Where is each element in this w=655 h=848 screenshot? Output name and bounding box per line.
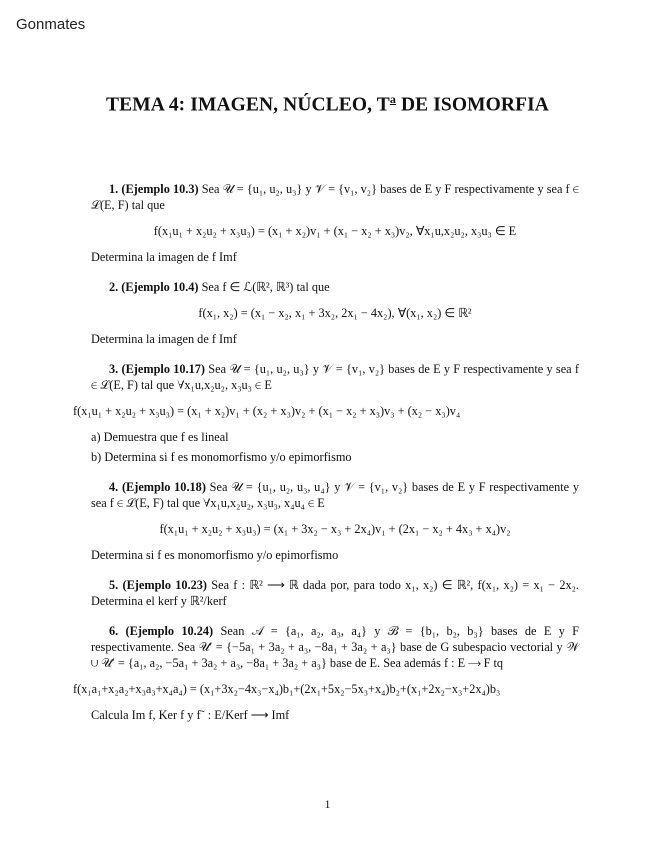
- exercise-2-task: Determina la imagen de f Imf: [91, 332, 237, 346]
- exercise-2-equation: f(x₁, x₂) = (x₁ − x₂, x₁ + 3x₂, 2x₁ − 4x₂), ∀(x₁, x₂) ∈ ℝ²: [198, 306, 472, 320]
- exercise-4-label: 4. (Ejemplo 10.18): [109, 480, 206, 494]
- exercise-1-intro: [91, 181, 579, 213]
- exercise-4-intro: [91, 479, 579, 511]
- exercise-3-item-b: b) Determina si f es monomorfismo y/o epimorfismo: [91, 450, 352, 464]
- exercise-3-equation: f(x₁u₁ + x₂u₂ + x₃u₃) = (x₁ + x₂)v₁ + (x₂ + x₃)v₂ + (x₁ − x₂ + x₃)v₃ + (x₂ − x₃)v₄: [73, 404, 461, 418]
- exercise-6-text: Sean 𝒜 = {a₁, a₂, a₃, a₄} y ℬ = {b₁, b₂, b₃} bases de E y F respectivamente. Sea 𝒰′ = {−5a₁ + 3a₂ + a₃, −8a₁ + 3a₂ + a₃} base de G subespacio vectorial y 𝒲 ∪ 𝒰′ = {a₁, a₂, −5a₁ + 3a₂ + a₃, −8a₁ + 3a₂ + a₃} base de E. Sea además f : E ⟶ F tq: [91, 624, 580, 670]
- exercise-3-text: Sea 𝒰 = {u₁, u₂, u₃} y 𝒱 = {v₁, v₂} bases de E y F respectivamente y sea f ∈ ℒ(E, F) tal que ∀x₁u,x₂u₂, x₃u₃ ∈ E: [91, 362, 579, 392]
- exercise-3-item-a: a) Demuestra que f es lineal: [91, 430, 229, 444]
- exercise-1-equation: f(x₁u₁ + x₂u₂ + x₃u₃) = (x₁ + x₂)v₁ + (x₁ − x₂ + x₃)v₂, ∀x₁u,x₂u₂, x₃u₃ ∈ E: [153, 224, 517, 238]
- exercise-5-intro: [91, 577, 579, 609]
- exercise-1-task: Determina la imagen de f Imf: [91, 250, 237, 264]
- exercise-list: [73, 181, 580, 723]
- header-brand: Gonmates: [16, 16, 86, 33]
- exercise-2-label: 2. (Ejemplo 10.4): [109, 280, 199, 294]
- exercise-1-label: 1. (Ejemplo 10.3): [109, 182, 199, 196]
- title-superscript: a: [389, 92, 396, 106]
- exercise-5-label: 5. (Ejemplo 10.23): [109, 578, 208, 592]
- exercise-3-label: 3. (Ejemplo 10.17): [109, 362, 206, 376]
- exercise-5-text: Sea f : ℝ² ⟶ ℝ dada por, para todo x₁, x₂) ∈ ℝ², f(x₁, x₂) = x₁ − 2x₂. Determina el kerf y ℝ²/kerf: [91, 578, 579, 608]
- exercise-6-task: Calcula Im f, Ker f y f˜ : E/Kerf ⟶ Imf: [91, 708, 290, 722]
- exercise-4-text: Sea 𝒰 = {u₁, u₂, u₃, u₄} y 𝒱 = {v₁, v₂} bases de E y F respectivamente y sea f ∈ ℒ(E, F) tal que ∀x₁u,x₂u₂, x₃u₃, x₄u₄ ∈ E: [91, 480, 580, 510]
- exercise-6-label: 6. (Ejemplo 10.24): [109, 624, 214, 638]
- page-title: [0, 92, 655, 117]
- title-main: TEMA 4: IMAGEN, NÚCLEO, T: [106, 94, 390, 116]
- page-number: 1: [324, 797, 331, 811]
- exercise-6-intro: [91, 623, 579, 671]
- exercise-6-equation: f(x₁a₁+x₂a₂+x₃a₃+x₄a₄) = (x₁+3x₂−4x₃−x₄)b₁+(2x₁+5x₂−5x₃+x₄)b₂+(x₁+2x₂−x₃+2x₄)b₃: [73, 682, 501, 696]
- exercise-4-task: Determina si f es monomorfismo y/o epimorfismo: [91, 548, 339, 562]
- exercise-2-intro: [91, 279, 579, 295]
- exercise-4-equation: f(x₁u₁ + x₂u₂ + x₃u₃) = (x₁ + 3x₂ − x₃ + 2x₄)v₁ + (2x₁ − x₂ + 4x₃ + x₄)v₂: [159, 522, 511, 536]
- title-rest: DE ISOMORFIA: [395, 94, 549, 116]
- exercise-2-text: Sea f ∈ ℒ(ℝ², ℝ³) tal que: [201, 280, 330, 294]
- exercise-1-text: Sea 𝒰 = {u₁, u₂, u₃} y 𝒱 = {v₁, v₂} bases de E y F respectivamente y sea f ∈ ℒ(E, F) tal que: [91, 182, 579, 212]
- exercise-3-intro: [91, 361, 579, 393]
